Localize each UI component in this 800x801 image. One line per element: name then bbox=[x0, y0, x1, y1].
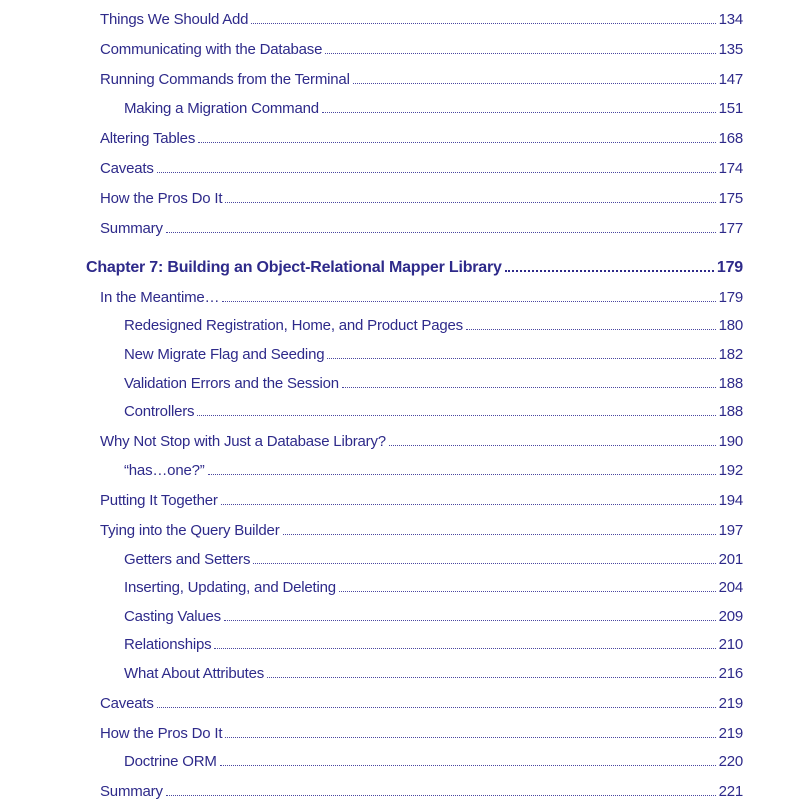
page-number: 204 bbox=[718, 579, 743, 596]
dot-leader bbox=[325, 53, 715, 54]
dot-leader bbox=[327, 358, 715, 359]
page-number: 221 bbox=[718, 783, 743, 800]
entry-title: Doctrine ORM bbox=[124, 753, 217, 770]
entry-title: Summary bbox=[100, 783, 163, 800]
entry-title: Chapter 7: Building an Object-Relational Mapper Library bbox=[86, 259, 502, 276]
page-number: 220 bbox=[718, 753, 743, 770]
toc-entry[interactable] bbox=[100, 289, 743, 307]
page-number: 216 bbox=[718, 665, 743, 682]
toc-entry[interactable] bbox=[100, 725, 743, 743]
entry-title: How the Pros Do It bbox=[100, 190, 223, 207]
toc-entry[interactable] bbox=[124, 665, 743, 683]
entry-title: Relationships bbox=[124, 636, 212, 653]
entry-title: Caveats bbox=[100, 160, 154, 177]
entry-title: Inserting, Updating, and Deleting bbox=[124, 579, 336, 596]
entry-title: Validation Errors and the Session bbox=[124, 375, 339, 392]
page-number: 188 bbox=[718, 403, 743, 420]
dot-leader bbox=[353, 83, 716, 84]
toc-entry[interactable] bbox=[124, 579, 743, 597]
entry-title: Summary bbox=[100, 220, 163, 237]
toc-entry[interactable] bbox=[124, 462, 743, 480]
dot-leader bbox=[224, 620, 716, 621]
page-number: 177 bbox=[718, 220, 743, 237]
entry-title: Communicating with the Database bbox=[100, 41, 323, 58]
entry-title: Casting Values bbox=[124, 608, 221, 625]
dot-leader bbox=[251, 23, 715, 24]
dot-leader bbox=[222, 301, 715, 302]
dot-leader bbox=[220, 765, 716, 766]
page-number: 180 bbox=[718, 317, 743, 334]
page-number: 219 bbox=[718, 695, 743, 712]
toc-entry[interactable] bbox=[124, 551, 743, 569]
entry-title: Caveats bbox=[100, 695, 154, 712]
toc-entry[interactable] bbox=[124, 100, 743, 118]
dot-leader bbox=[221, 504, 716, 505]
dot-leader bbox=[342, 387, 716, 388]
page-number: 219 bbox=[718, 725, 743, 742]
dot-leader bbox=[166, 232, 716, 233]
page-number: 179 bbox=[716, 259, 743, 276]
entry-title: In the Meantime… bbox=[100, 289, 220, 306]
entry-title: Making a Migration Command bbox=[124, 100, 319, 117]
page-number: 210 bbox=[718, 636, 743, 653]
dot-leader bbox=[505, 270, 714, 272]
page-number: 151 bbox=[718, 100, 743, 117]
dot-leader bbox=[214, 648, 715, 649]
toc-entry[interactable] bbox=[100, 71, 743, 89]
toc-entry[interactable] bbox=[100, 160, 743, 178]
dot-leader bbox=[208, 474, 716, 475]
dot-leader bbox=[339, 591, 716, 592]
entry-title: How the Pros Do It bbox=[100, 725, 223, 742]
dot-leader bbox=[389, 445, 716, 446]
dot-leader bbox=[157, 172, 716, 173]
toc-entry[interactable] bbox=[124, 608, 743, 626]
page-number: 209 bbox=[718, 608, 743, 625]
chapter-heading[interactable] bbox=[86, 258, 743, 278]
page-number: 182 bbox=[718, 346, 743, 363]
page-number: 201 bbox=[718, 551, 743, 568]
toc-entry[interactable] bbox=[124, 753, 743, 771]
toc-entry[interactable] bbox=[100, 130, 743, 148]
page-number: 179 bbox=[718, 289, 743, 306]
page-number: 190 bbox=[718, 433, 743, 450]
page-number: 192 bbox=[718, 462, 743, 479]
entry-title: Getters and Setters bbox=[124, 551, 251, 568]
toc-entry[interactable] bbox=[100, 695, 743, 713]
toc-entry[interactable] bbox=[100, 190, 743, 208]
page-number: 197 bbox=[718, 522, 743, 539]
dot-leader bbox=[225, 737, 715, 738]
toc-entry[interactable] bbox=[100, 220, 743, 238]
toc-entry[interactable] bbox=[124, 636, 743, 654]
dot-leader bbox=[267, 677, 716, 678]
entry-title: Controllers bbox=[124, 403, 195, 420]
page-number: 134 bbox=[718, 11, 743, 28]
toc-entry[interactable] bbox=[100, 11, 743, 29]
toc-entry[interactable] bbox=[124, 346, 743, 364]
page-number: 135 bbox=[718, 41, 743, 58]
toc-entry[interactable] bbox=[124, 317, 743, 335]
entry-title: New Migrate Flag and Seeding bbox=[124, 346, 325, 363]
entry-title: Why Not Stop with Just a Database Library? bbox=[100, 433, 386, 450]
entry-title: Things We Should Add bbox=[100, 11, 249, 28]
dot-leader bbox=[466, 329, 716, 330]
dot-leader bbox=[166, 795, 716, 796]
toc-entry[interactable] bbox=[100, 492, 743, 510]
dot-leader bbox=[253, 563, 715, 564]
page-number: 147 bbox=[718, 71, 743, 88]
entry-title: Tying into the Query Builder bbox=[100, 522, 280, 539]
dot-leader bbox=[198, 142, 715, 143]
page-number: 168 bbox=[718, 130, 743, 147]
toc-entry[interactable] bbox=[100, 433, 743, 451]
entry-title: What About Attributes bbox=[124, 665, 265, 682]
dot-leader bbox=[225, 202, 715, 203]
dot-leader bbox=[197, 415, 715, 416]
dot-leader bbox=[157, 707, 716, 708]
entry-title: “has…one?” bbox=[124, 462, 205, 479]
dot-leader bbox=[283, 534, 716, 535]
toc-entry[interactable] bbox=[124, 403, 743, 421]
toc-entry[interactable] bbox=[100, 41, 743, 59]
page-number: 194 bbox=[718, 492, 743, 509]
entry-title: Putting It Together bbox=[100, 492, 218, 509]
page-number: 174 bbox=[718, 160, 743, 177]
entry-title: Altering Tables bbox=[100, 130, 196, 147]
page-number: 188 bbox=[718, 375, 743, 392]
page-number: 175 bbox=[718, 190, 743, 207]
toc-entry[interactable] bbox=[124, 375, 743, 393]
toc-entry[interactable] bbox=[100, 783, 743, 801]
entry-title: Redesigned Registration, Home, and Product Pages bbox=[124, 317, 463, 334]
dot-leader bbox=[322, 112, 716, 113]
toc-entry[interactable] bbox=[100, 522, 743, 540]
entry-title: Running Commands from the Terminal bbox=[100, 71, 350, 88]
